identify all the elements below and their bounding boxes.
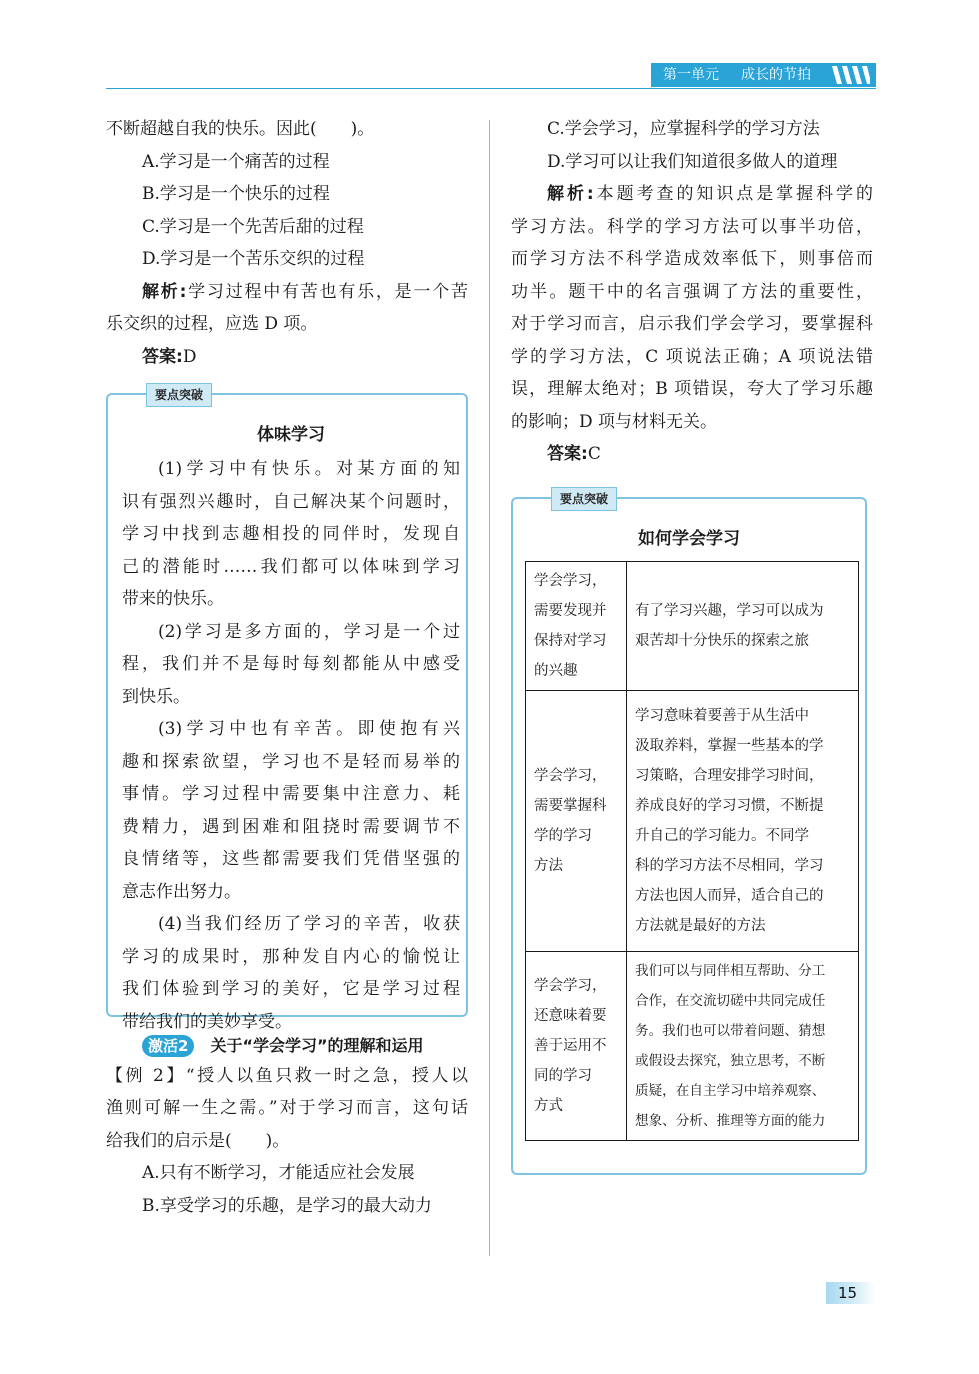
example-line-2: 渔则可解一生之需。”对于学习而言，这句话 [106, 1098, 468, 1118]
analysis-line-2: 学习方法。科学的学习方法可以事半功倍， [511, 216, 873, 237]
header-title: 成长的节拍 [741, 67, 811, 83]
header-rule [106, 88, 876, 89]
table-row [526, 951, 859, 1140]
answer-label: 答案 [142, 346, 176, 367]
answer-line: 答案:D [142, 346, 197, 367]
question-continuation: 不断超越自我的快乐。因此( )。 [106, 119, 375, 139]
key-point-paragraph-2: (2)学习是多方面的，学习是一个过 程，我们并不是每时每刻都能从中感受 到快乐。 [122, 621, 460, 707]
key-point-tab: 要点突破 [551, 487, 617, 511]
example-option-a: A.只有不断学习，才能适应社会发展 [142, 1163, 415, 1183]
analysis-line-5: 对于学习而言，启示我们学会学习，要掌握科 [511, 314, 873, 334]
example-option-d: D.学习可以让我们知道很多做人的道理 [547, 151, 838, 172]
answer-line: 答案:C [547, 444, 601, 464]
right-column [511, 113, 873, 1175]
left-column [106, 113, 468, 1222]
key-point-tab: 要点突破 [146, 383, 212, 407]
option-b: B.学习是一个快乐的过程 [142, 184, 330, 204]
activate-title: 关于“学会学习”的理解和运用 [210, 1035, 424, 1055]
header-slashes-icon [830, 66, 870, 84]
option-d: D.学习是一个苦乐交织的过程 [142, 249, 365, 269]
analysis-line-1: 解析:学习过程中有苦也有乐，是一个苦 [142, 281, 469, 302]
analysis-line-1: 解析:本题考查的知识点是掌握科学的 [547, 184, 874, 204]
key-point-paragraph-3: (3)学习中也有辛苦。即使抱有兴 趣和探索欲望，学习也不是轻而易举的 事情。学习过程中需要集中注意力、耗 费精力，遇到困难和阻挠时需要调节不 良情绪等，这些都需要我们凭借坚强的 意志作出努力。 [122, 719, 460, 902]
table-cell-detail: 我们可以与同伴相互帮助、分工 合作，在交流切磋中共同完成任 务。我们也可以带着问题、猜想 或假设去探究，独立思考，不断 质疑，在自主学习中培养观察、 想象、分析、推理等方面的能力 [627, 951, 859, 1140]
table-cell-detail: 学习意味着要善于从生活中 汲取养料，掌握一些基本的学 习策略，合理安排学习时间， 养成良好的学习习惯，不断提 升自己的学习能力。不同学 科的学习方法不尽相同，学习 方法也因人而异，适合自己的 方法就是最好的方法 [627, 690, 859, 951]
analysis-line-7: 误，理解太绝对；B 项错误，夸大了学习乐趣 [511, 379, 873, 399]
key-point-title: 体味学习 [257, 425, 325, 445]
analysis-label: 解析 [142, 281, 180, 302]
analysis-label: 解析 [547, 184, 587, 204]
method-table [525, 561, 859, 1141]
analysis-line-2: 乐交织的过程，应选 D 项。 [106, 314, 318, 334]
analysis-line-3: 而学习方法不科学造成效率低下，则事倍而 [511, 249, 873, 269]
table-cell-topic: 学会学习， 还意味着要 善于运用不 同的学习 方式 [526, 951, 627, 1140]
table-row [526, 690, 859, 951]
answer-value: C [587, 444, 601, 464]
header-unit: 第一单元 [663, 67, 719, 83]
table-row [526, 561, 859, 690]
key-point-title: 如何学会学习 [638, 528, 740, 549]
answer-value: D [182, 346, 197, 367]
analysis-line-4: 功半。题干中的名言强调了方法的重要性， [511, 281, 873, 302]
key-point-box-how-to-learn [511, 491, 867, 1175]
example-option-b: B.享受学习的乐趣，是学习的最大动力 [142, 1195, 432, 1216]
option-c: C.学习是一个先苦后甜的过程 [142, 216, 364, 237]
activate-badge: 激活2 [142, 1035, 194, 1057]
table-cell-detail: 有了学习兴趣，学习可以成为 艰苦却十分快乐的探索之旅 [627, 561, 859, 690]
key-point-box-experience-learning [106, 388, 468, 1032]
table-cell-topic: 学会学习， 需要发现并 保持对学习 的兴趣 [526, 561, 627, 690]
header-banner [651, 63, 876, 87]
analysis-line-8: 的影响；D 项与材料无关。 [511, 411, 718, 432]
answer-label: 答案 [547, 444, 581, 464]
page-number: 15 [826, 1282, 876, 1304]
column-divider [489, 120, 490, 1256]
key-point-paragraph-4: (4)当我们经历了学习的辛苦，收获 学习的成果时，那种发自内心的愉悦让 我们体验到学习的美好，它是学习过程 带给我们的美妙享受。 [122, 914, 460, 1032]
key-point-paragraph-1: (1)学习中有快乐。对某方面的知 识有强烈兴趣时，自己解决某个问题时， 学习中找到志趣相投的同伴时，发现自 己的潜能时……我们都可以体味到学习 带来的快乐。 [122, 459, 460, 609]
table-cell-topic: 学会学习， 需要掌握科 学的学习 方法 [526, 690, 627, 951]
analysis-line-6: 学的学习方法，C 项说法正确；A 项说法错 [511, 346, 873, 367]
example-line-3: 给我们的启示是( )。 [106, 1130, 290, 1151]
example-line-1: 【例 2】“授人以鱼只救一时之急，授人以 [106, 1065, 468, 1086]
option-a: A.学习是一个痛苦的过程 [142, 151, 330, 172]
example-option-c: C.学会学习，应掌握科学的学习方法 [547, 119, 820, 139]
